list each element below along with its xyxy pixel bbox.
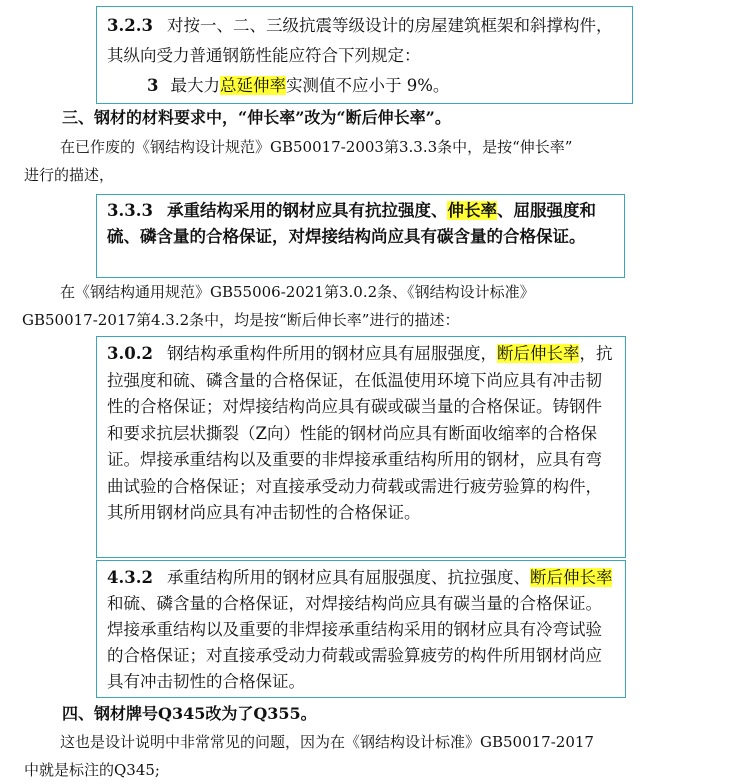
clause-box-3-3-3	[96, 194, 625, 278]
clause-text	[107, 11, 624, 71]
clause-body-pre: 承重结构所用的钢材应具有屈服强度、抗拉强度、	[166, 568, 530, 587]
paragraph-3-line-2: 中就是标注的Q345;	[24, 761, 160, 779]
clause-box-4-3-2	[96, 560, 626, 698]
clause-body-post: 、屈服强度和硫、磷含量的合格保证，对焊接结构尚应具有碳含量的合格保证。	[107, 201, 596, 246]
clause-box-3-0-2	[96, 336, 626, 558]
highlight-total-elongation: 总延伸率	[219, 76, 286, 95]
paragraph-2-line-1: 在《钢结构通用规范》GB55006-2021第3.0.2条、《钢结构设计标准》	[60, 283, 535, 301]
item-text-pre: 最大力	[170, 76, 220, 95]
section-heading-4: 四、钢材牌号Q345改为了Q355。	[62, 704, 317, 723]
clause-body: 对按一、二、三级抗震等级设计的房屋建筑框架和斜撑构件，其纵向受力普通钢筋性能应符合下列规定：	[107, 16, 613, 65]
clause-body-post: 和硫、磷含量的合格保证，对焊接结构尚应具有碳当量的合格保证。焊接承重结构以及重要的非焊接承重结构采用的钢材应具有冷弯试验的合格保证；对直接承受动力荷载或需验算疲劳的构件所用钢材尚应具有冲击韧性的合格保证。	[107, 594, 602, 691]
clause-number: 3.2.3	[107, 16, 153, 35]
paragraph-2	[24, 278, 724, 334]
item-number: 3	[147, 76, 159, 95]
highlight-elongation-after-fracture: 断后伸长率	[496, 344, 580, 363]
section-heading-3: 三、钢材的材料要求中，“伸长率”改为“断后伸长率”。	[62, 108, 451, 127]
clause-number: 3.0.2	[107, 344, 153, 363]
paragraph-3-line-1: 这也是设计说明中非常常见的问题，因为在《钢结构设计标准》GB50017-2017	[60, 733, 594, 751]
clause-box-3-2-3	[96, 6, 633, 104]
clause-body-pre: 钢结构承重构件所用的钢材应具有屈服强度，	[166, 344, 497, 363]
item-text-post: 实测值不应小于 9%。	[285, 76, 450, 95]
clause-number: 4.3.2	[107, 568, 153, 587]
paragraph-3	[24, 728, 724, 784]
highlight-elongation-after-fracture: 断后伸长率	[529, 568, 613, 587]
highlight-elongation: 伸长率	[447, 201, 497, 220]
paragraph-2-line-2: GB50017-2017第4.3.2条中，均是按“断后伸长率”进行的描述：	[22, 311, 460, 329]
clause-body-pre: 承重结构采用的钢材应具有抗拉强度、	[166, 201, 448, 220]
paragraph-1-line-1: 在已作废的《钢结构设计规范》GB50017-2003第3.3.3条中，是按“伸长率”	[60, 138, 573, 156]
paragraph-1-line-2: 进行的描述，	[24, 166, 115, 184]
clause-number: 3.3.3	[107, 201, 153, 220]
clause-body-post: ，抗拉强度和硫、磷含量的合格保证，在低温使用环境下尚应具有冲击韧性的合格保证；对焊接结构尚应具有碳或碳当量的合格保证。铸钢件和要求抗层状撕裂（Z向）性能的钢材尚应具有断面收缩率的合格保证。焊接承重结构以及重要的非焊接承重结构所用的钢材，应具有弯曲试验的合格保证；对直接承受动力荷载或需进行疲劳验算的构件，其所用钢材尚应具有冲击韧性的合格保证。	[107, 344, 613, 522]
paragraph-1	[24, 133, 724, 189]
clause-item	[107, 71, 624, 101]
